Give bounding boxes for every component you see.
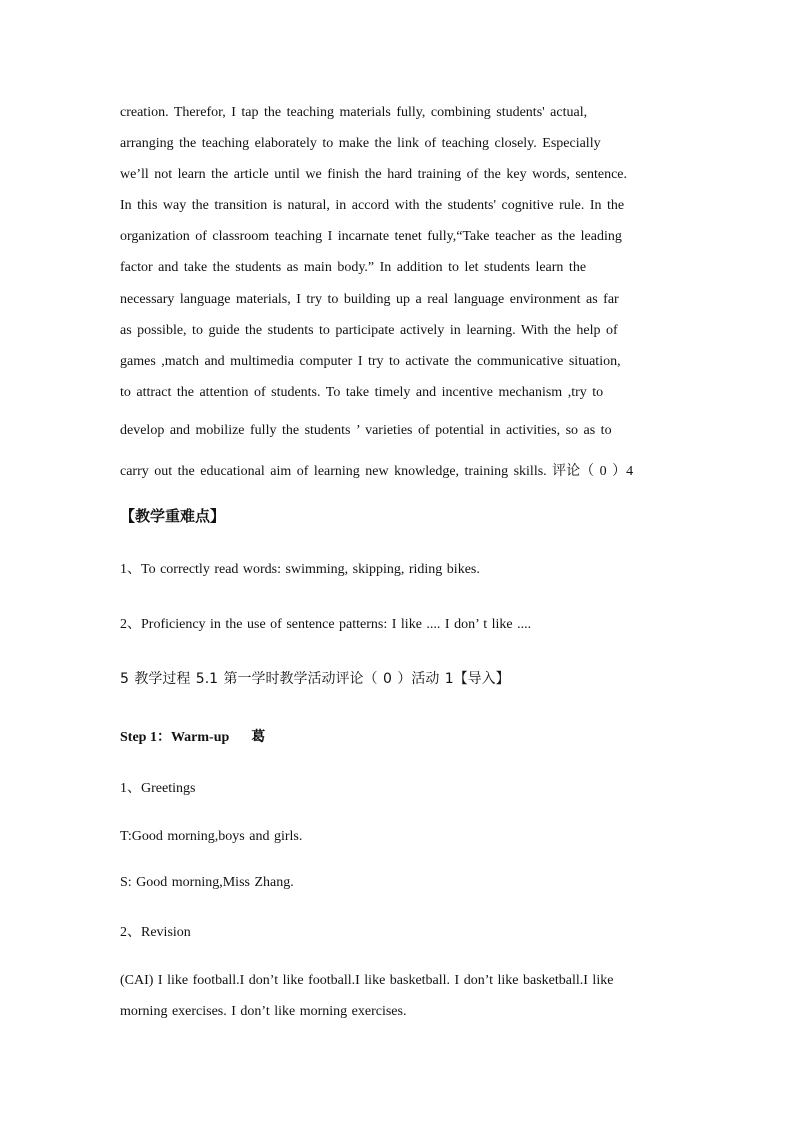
step-extra-char: 葛 [251,729,266,745]
paragraph-line: games ,match and multimedia computer I try to activate the communicative situation, [120,354,621,369]
process-heading: 5 教学过程 5.1 第一学时教学活动评论（ 0 ）活动 1【导入】 [120,671,510,687]
step-label: Step 1：Warm-up [120,730,230,745]
revision-label: 2、Revision [120,925,191,940]
key-point-1: 1、To correctly read words: swimming, skipping, riding bikes. [120,562,480,577]
paragraph-line: as possible, to guide the students to participate actively in learning. With the help of [120,323,618,338]
paragraph-line: creation. Therefor, I tap the teaching materials fully, combining students' actual, [120,105,588,120]
cai-line: (CAI) I like football.I don’t like football.I like basketball. I don’t like basketball.I like [120,973,614,988]
student-line: S: Good morning,Miss Zhang. [120,875,294,890]
paragraph-line: to attract the attention of students. To take timely and incentive mechanism ,try to [120,385,604,400]
paragraph-line: organization of classroom teaching I incarnate tenet fully,“Take teacher as the leading [120,229,622,244]
paragraph-line: develop and mobilize fully the students ’ varieties of potential in activities, so as to [120,423,612,438]
step-heading [120,726,265,746]
section-heading: 【教学重难点】 [120,507,226,525]
greetings-label: 1、Greetings [120,781,196,796]
paragraph-line: we’ll not learn the article until we finish the hard training of the key words, sentence. [120,167,628,182]
paragraph-line: arranging the teaching elaborately to make the link of teaching closely. Especially [120,136,601,151]
paragraph-line: factor and take the students as main body.” In addition to let students learn the [120,260,587,275]
paragraph-line: necessary language materials, I try to building up a real language environment as far [120,292,619,307]
paragraph-line: In this way the transition is natural, in accord with the students' cognitive rule. In the [120,198,625,213]
paragraph-line: carry out the educational aim of learning new knowledge, training skills. 评论（ 0 ）4 [120,464,634,479]
teacher-line: T:Good morning,boys and girls. [120,829,303,844]
key-point-2: 2、Proficiency in the use of sentence patterns: I like .... I don’ t like .... [120,617,532,632]
cai-line: morning exercises. I don’t like morning exercises. [120,1004,407,1019]
